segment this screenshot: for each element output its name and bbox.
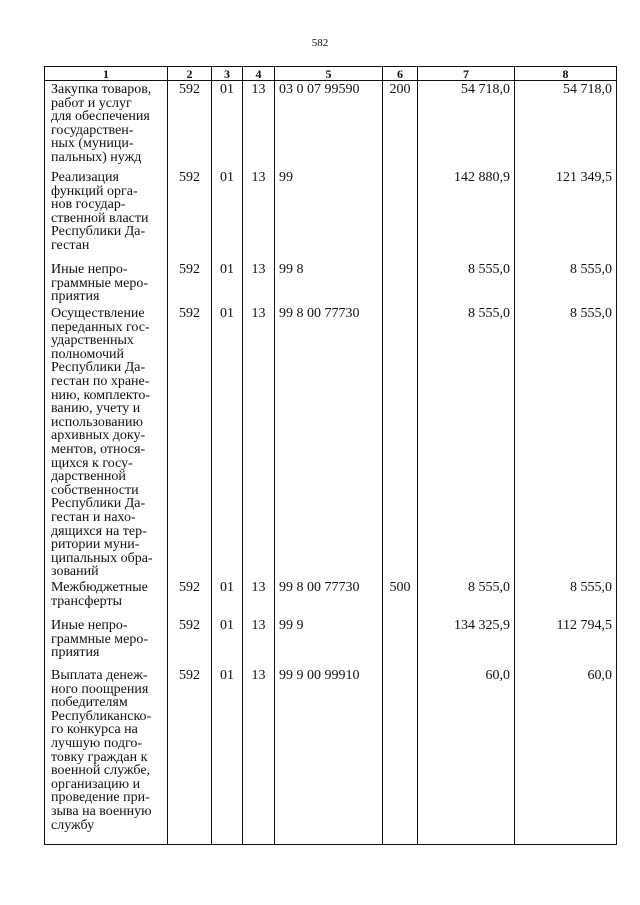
cell-sum-1: 8 555,0: [418, 305, 515, 579]
table-header-row: [45, 67, 617, 81]
cell-sum-2: 112 794,5: [515, 617, 617, 667]
cell-sum-1: 60,0: [418, 667, 515, 845]
cell-ved: 592: [168, 617, 212, 667]
column-header: 3: [212, 67, 243, 81]
page-number: 582: [311, 37, 329, 49]
name-line: граммные меро-: [51, 275, 149, 291]
name-line: переданных гос-: [51, 319, 150, 335]
cell-ved: 592: [168, 579, 212, 617]
cell-vr: [383, 261, 418, 305]
name-line: военной службе,: [51, 763, 151, 779]
cell-name: [45, 617, 168, 667]
name-line: приятия: [51, 645, 100, 661]
cell-pr: 13: [243, 617, 275, 667]
name-line: работ и услуг: [51, 95, 132, 111]
cell-rz: 01: [212, 305, 243, 579]
cell-csr: 99 9: [275, 617, 383, 667]
cell-pr: 13: [243, 667, 275, 845]
table-row: [45, 579, 617, 617]
cell-csr: 03 0 07 99590: [275, 81, 383, 170]
name-line: ритории муни-: [51, 537, 140, 553]
name-line: Межбюджетные: [51, 580, 148, 595]
name-line: победителям: [51, 695, 128, 711]
cell-sum-2: 8 555,0: [515, 305, 617, 579]
table-row: [45, 667, 617, 845]
cell-csr: 99 9 00 99910: [275, 667, 383, 845]
column-header: 5: [275, 67, 383, 81]
name-line: ственной власти: [51, 210, 149, 226]
name-line: Реализация: [51, 170, 119, 185]
cell-rz: 01: [212, 667, 243, 845]
cell-rz: 01: [212, 617, 243, 667]
name-line: ципальных обра-: [51, 550, 153, 566]
cell-sum-2: 60,0: [515, 667, 617, 845]
cell-sum-1: 8 555,0: [418, 579, 515, 617]
cell-vr: 500: [383, 579, 418, 617]
name-line: гестан и нахо-: [51, 509, 136, 525]
cell-sum-1: 134 325,9: [418, 617, 515, 667]
name-line: зыва на военную: [51, 803, 152, 819]
name-line: ментов, относя-: [51, 441, 146, 457]
cell-rz: 01: [212, 169, 243, 261]
name-line: организацию и: [51, 776, 141, 792]
name-line: ударственных: [51, 333, 134, 349]
name-line: дящихся на тер-: [51, 523, 147, 539]
cell-sum-2: 8 555,0: [515, 261, 617, 305]
cell-rz: 01: [212, 261, 243, 305]
name-line: дарственной: [51, 469, 126, 485]
cell-name: [45, 81, 168, 170]
cell-ved: 592: [168, 169, 212, 261]
name-line: гестан: [51, 237, 90, 253]
name-line: Выплата денеж-: [51, 668, 148, 683]
cell-csr: 99: [275, 169, 383, 261]
cell-name: [45, 579, 168, 617]
name-line: пальных) нужд: [51, 149, 142, 165]
cell-sum-2: 8 555,0: [515, 579, 617, 617]
cell-pr: 13: [243, 579, 275, 617]
name-line: ванию, учету и: [51, 401, 141, 417]
cell-sum-1: 142 880,9: [418, 169, 515, 261]
name-line: товку граждан к: [51, 749, 148, 765]
cell-ved: 592: [168, 667, 212, 845]
name-line: Иные непро-: [51, 618, 128, 633]
name-line: Республики Да-: [51, 496, 146, 512]
column-header: 8: [515, 67, 617, 81]
cell-sum-2: 54 718,0: [515, 81, 617, 170]
name-line: государствен-: [51, 122, 134, 138]
cell-csr: 99 8: [275, 261, 383, 305]
cell-ved: 592: [168, 305, 212, 579]
budget-table: [44, 66, 617, 845]
cell-sum-1: 8 555,0: [418, 261, 515, 305]
cell-rz: 01: [212, 579, 243, 617]
column-header: 4: [243, 67, 275, 81]
name-line: ного поощрения: [51, 681, 149, 697]
name-line: гестан по хране-: [51, 373, 150, 389]
name-line: Республики Да-: [51, 360, 146, 376]
table-row: [45, 305, 617, 579]
cell-csr: 99 8 00 77730: [275, 579, 383, 617]
name-line: Республики Да-: [51, 224, 146, 240]
table-row: [45, 81, 617, 170]
cell-pr: 13: [243, 81, 275, 170]
cell-ved: 592: [168, 81, 212, 170]
cell-name: [45, 169, 168, 261]
name-line: граммные меро-: [51, 631, 149, 647]
cell-name: [45, 667, 168, 845]
name-line: проведение при-: [51, 790, 150, 806]
table-row: [45, 617, 617, 667]
table-body: [45, 81, 617, 845]
name-line: собственности: [51, 482, 139, 498]
name-line: полномочий: [51, 346, 125, 362]
column-header: 6: [383, 67, 418, 81]
cell-vr: [383, 617, 418, 667]
cell-csr: 99 8 00 77730: [275, 305, 383, 579]
name-line: службу: [51, 817, 95, 833]
name-line: лучшую подго-: [51, 735, 143, 751]
cell-vr: [383, 667, 418, 845]
name-line: зований: [51, 564, 99, 580]
cell-vr: [383, 169, 418, 261]
cell-sum-2: 121 349,5: [515, 169, 617, 261]
name-line: ных (муници-: [51, 136, 134, 152]
name-line: использованию: [51, 414, 143, 430]
cell-pr: 13: [243, 261, 275, 305]
cell-pr: 13: [243, 305, 275, 579]
cell-sum-1: 54 718,0: [418, 81, 515, 170]
name-line: для обеспечения: [51, 109, 150, 125]
cell-pr: 13: [243, 169, 275, 261]
table-row: [45, 169, 617, 261]
column-header: 2: [168, 67, 212, 81]
name-line: Закупка товаров,: [51, 82, 152, 97]
name-line: Республиканско-: [51, 708, 152, 724]
name-line: Осуществление: [51, 306, 145, 321]
name-line: нов государ-: [51, 197, 126, 213]
name-line: щихся к госу-: [51, 455, 133, 471]
cell-name: [45, 305, 168, 579]
name-line: функций орга-: [51, 183, 138, 199]
name-line: го конкурса на: [51, 722, 138, 738]
cell-name: [45, 261, 168, 305]
column-header: 7: [418, 67, 515, 81]
cell-vr: [383, 305, 418, 579]
cell-ved: 592: [168, 261, 212, 305]
column-header: 1: [45, 67, 168, 81]
table-row: [45, 261, 617, 305]
cell-vr: 200: [383, 81, 418, 170]
name-line: приятия: [51, 289, 100, 305]
name-line: архивных доку-: [51, 428, 146, 444]
name-line: трансферты: [51, 593, 123, 609]
name-line: Иные непро-: [51, 262, 128, 277]
name-line: нию, комплекто-: [51, 387, 151, 403]
cell-rz: 01: [212, 81, 243, 170]
